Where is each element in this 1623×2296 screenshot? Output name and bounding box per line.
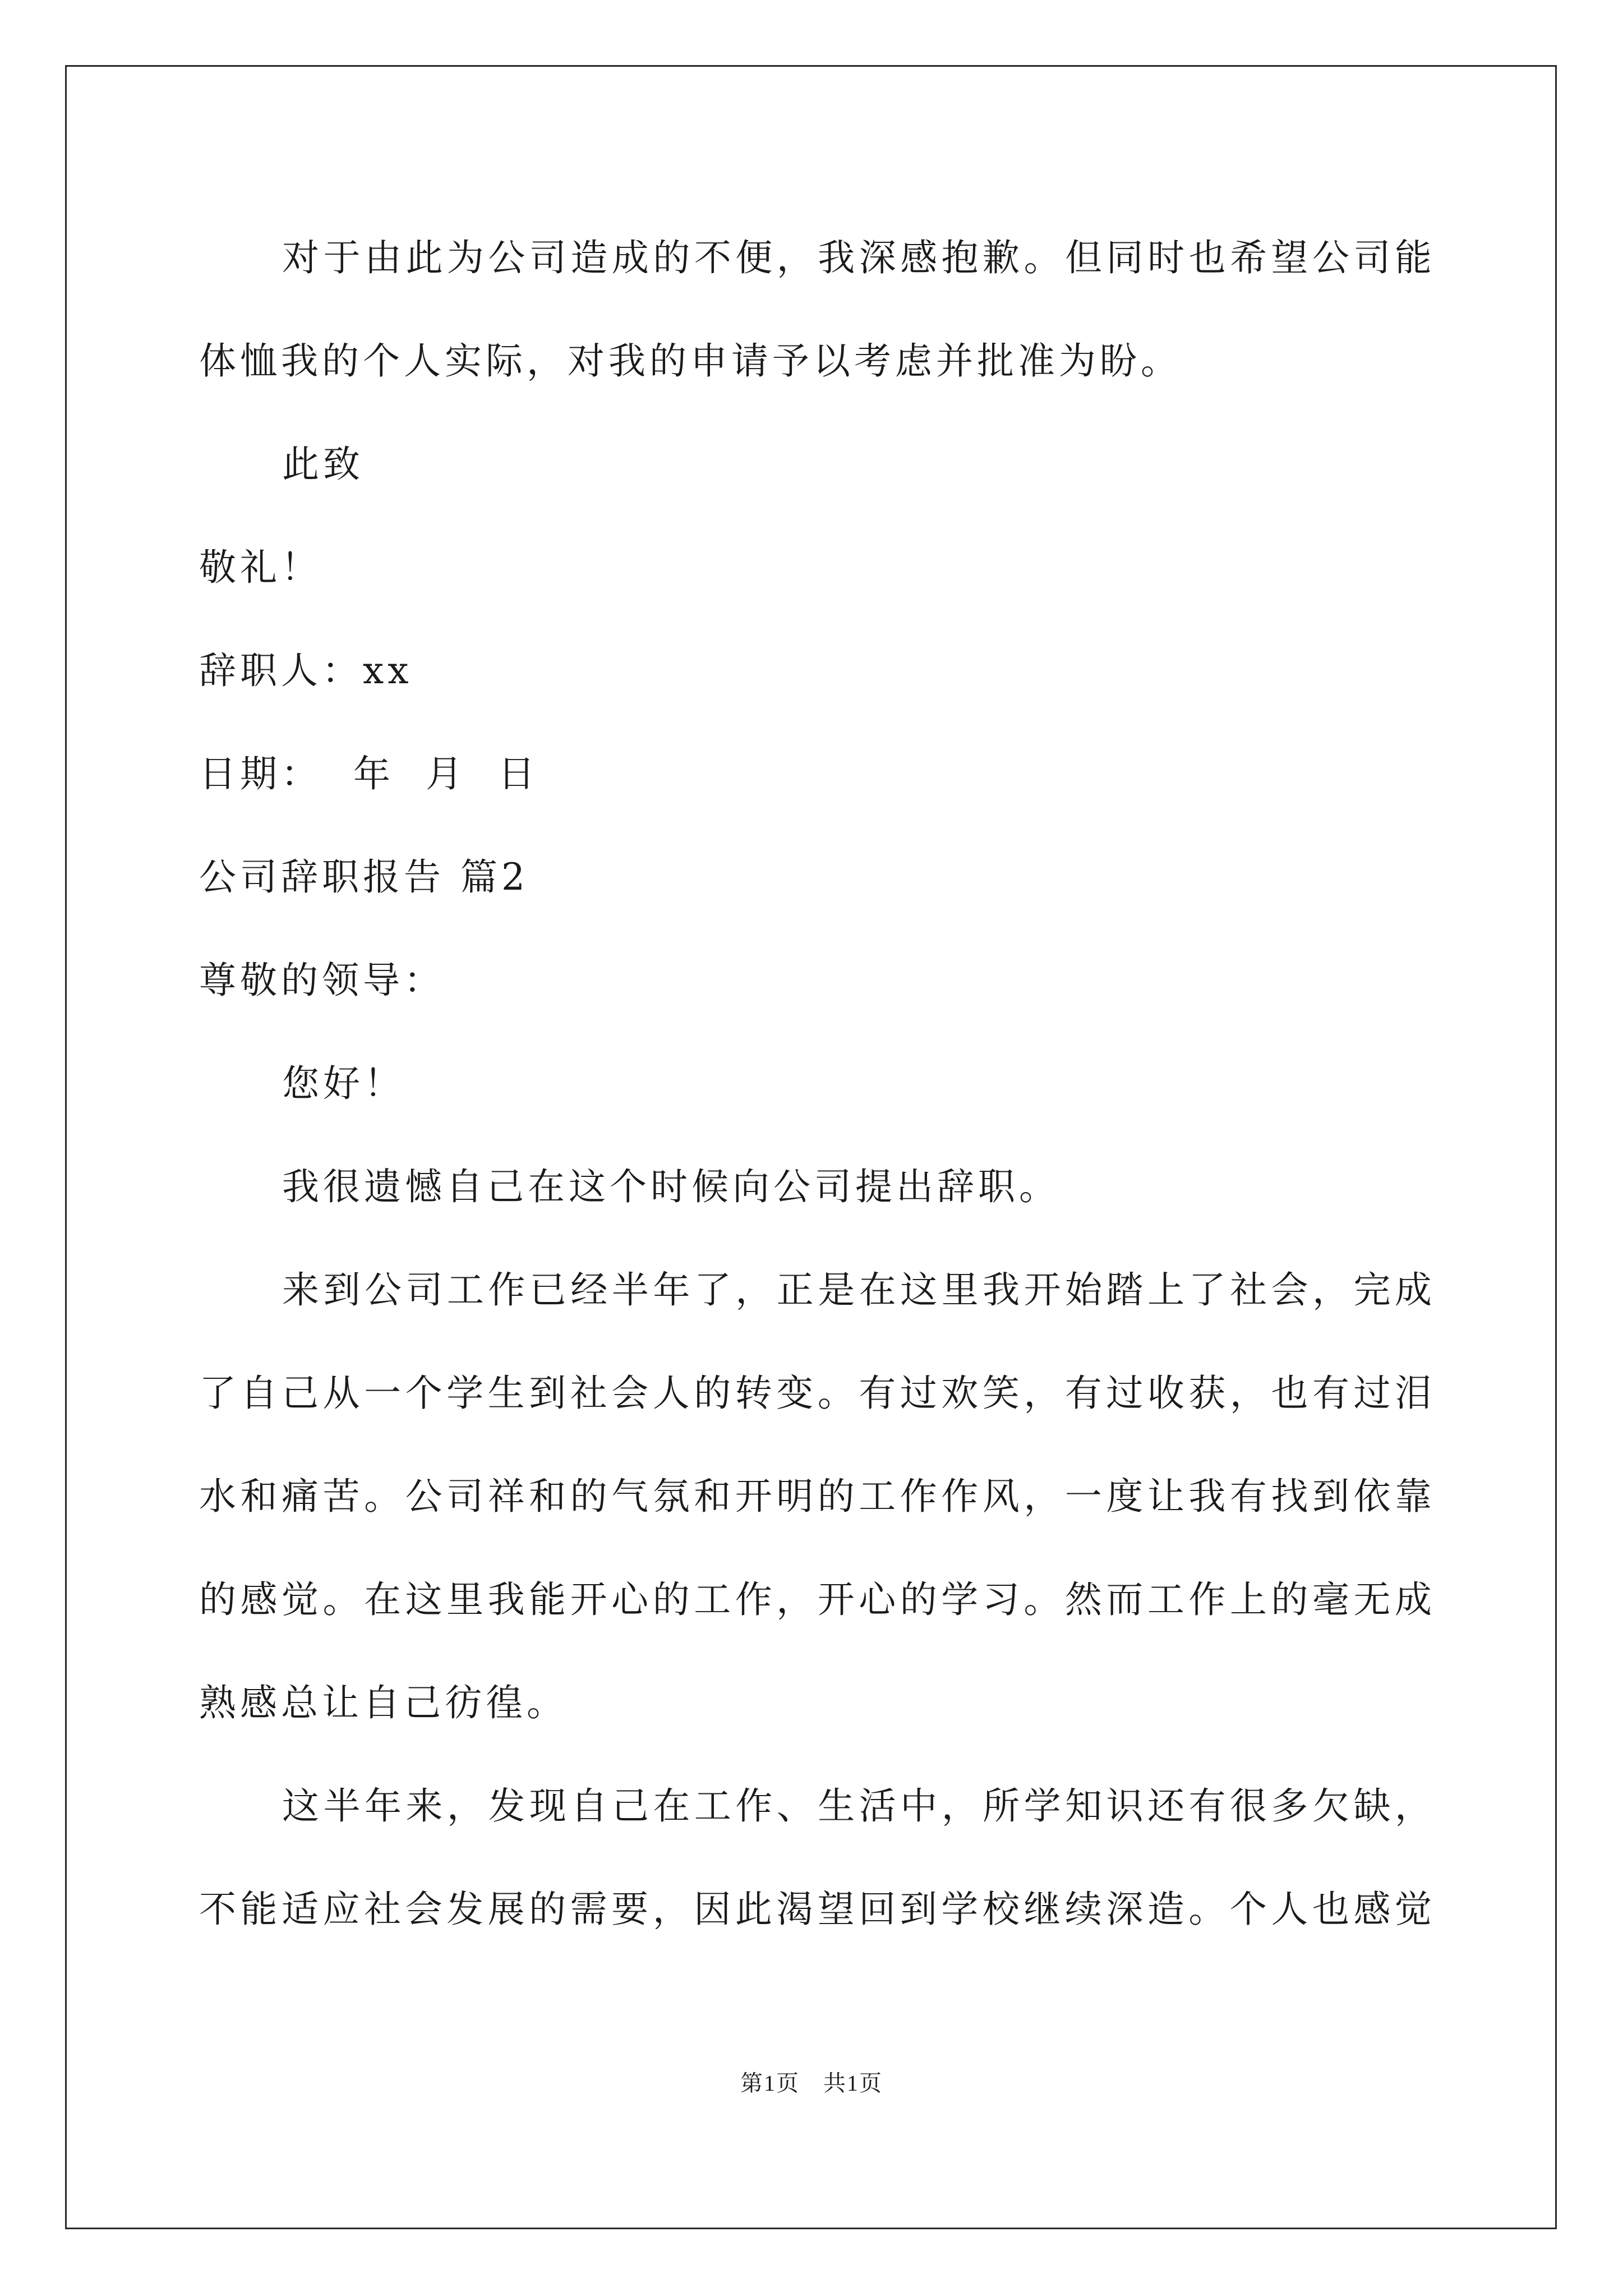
- paragraph-line-2: 体恤我的个人实际，对我的申请予以考虑并批准为盼。: [199, 339, 1182, 383]
- paragraph-line-10: 我很遗憾自己在这个时候向公司提出辞职。: [282, 1165, 1060, 1208]
- page-total: 共1页: [823, 2070, 883, 2096]
- document-body: [199, 206, 1436, 1961]
- page-number: 第1页: [740, 2070, 800, 2096]
- paragraph-line-11: 来到公司工作已经半年了，正是在这里我开始踏上了社会，完成: [282, 1268, 1436, 1312]
- section-heading: 公司辞职报告 篇2: [199, 855, 529, 899]
- date-line: 日期： 年 月 日: [199, 752, 539, 795]
- greeting-hello: 您好！: [282, 1062, 405, 1105]
- closing-regards: 敬礼！: [199, 546, 322, 589]
- paragraph-line-15: 熟感总让自己彷徨。: [199, 1681, 568, 1724]
- closing-salutation: 此致: [282, 443, 364, 486]
- paragraph-line-12: 了自己从一个学生到社会人的转变。有过欢笑，有过收获，也有过泪: [199, 1372, 1436, 1415]
- paragraph-line-16: 这半年来，发现自己在工作、生活中，所学知识还有很多欠缺，: [282, 1784, 1436, 1828]
- paragraph-line-1: 对于由此为公司造成的不便，我深感抱歉。但同时也希望公司能: [282, 236, 1436, 279]
- signer-line: 辞职人：xx: [199, 649, 413, 692]
- paragraph-line-13: 水和痛苦。公司祥和的气氛和开明的工作作风，一度让我有找到依靠: [199, 1475, 1436, 1518]
- page-footer: [0, 2065, 1623, 2097]
- greeting-recipient: 尊敬的领导：: [199, 959, 445, 1002]
- paragraph-line-14: 的感觉。在这里我能开心的工作，开心的学习。然而工作上的毫无成: [199, 1578, 1436, 1621]
- paragraph-line-17: 不能适应社会发展的需要，因此渴望回到学校继续深造。个人也感觉: [199, 1888, 1436, 1931]
